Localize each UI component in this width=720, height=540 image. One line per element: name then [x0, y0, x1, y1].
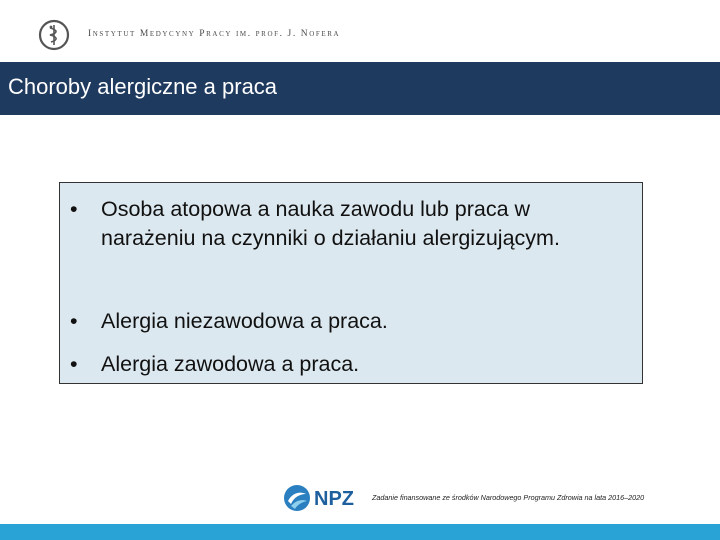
bullet-item	[70, 350, 621, 379]
npz-logo-text: NPZ	[314, 488, 354, 510]
bullet-text: Alergia niezawodowa a praca.	[101, 309, 388, 333]
bullet-marker: •	[70, 352, 78, 376]
caduceus-circle-icon	[37, 18, 71, 52]
bottom-strip	[0, 524, 720, 540]
slide-title: Choroby alergiczne a praca	[8, 74, 278, 99]
bullet-item	[70, 195, 621, 253]
funding-note: Zadanie finansowane ze środków Narodowego Programu Zdrowia na lata 2016–2020	[372, 493, 645, 502]
bullet-marker: •	[70, 197, 78, 221]
bullet-text: Osoba atopowa a nauka zawodu lub praca w narażeniu na czynniki o działaniu alergizującym.	[101, 197, 560, 250]
bullet-marker: •	[70, 309, 78, 333]
institute-name: Instytut Medycyny Pracy im. prof. J. Nofera	[88, 29, 341, 39]
npz-logo	[282, 481, 370, 515]
npz-drop-icon	[284, 485, 310, 511]
content-box	[59, 182, 643, 384]
bullet-text: Alergia zawodowa a praca.	[101, 352, 360, 376]
title-bar	[0, 62, 720, 115]
bullet-item	[70, 307, 621, 336]
